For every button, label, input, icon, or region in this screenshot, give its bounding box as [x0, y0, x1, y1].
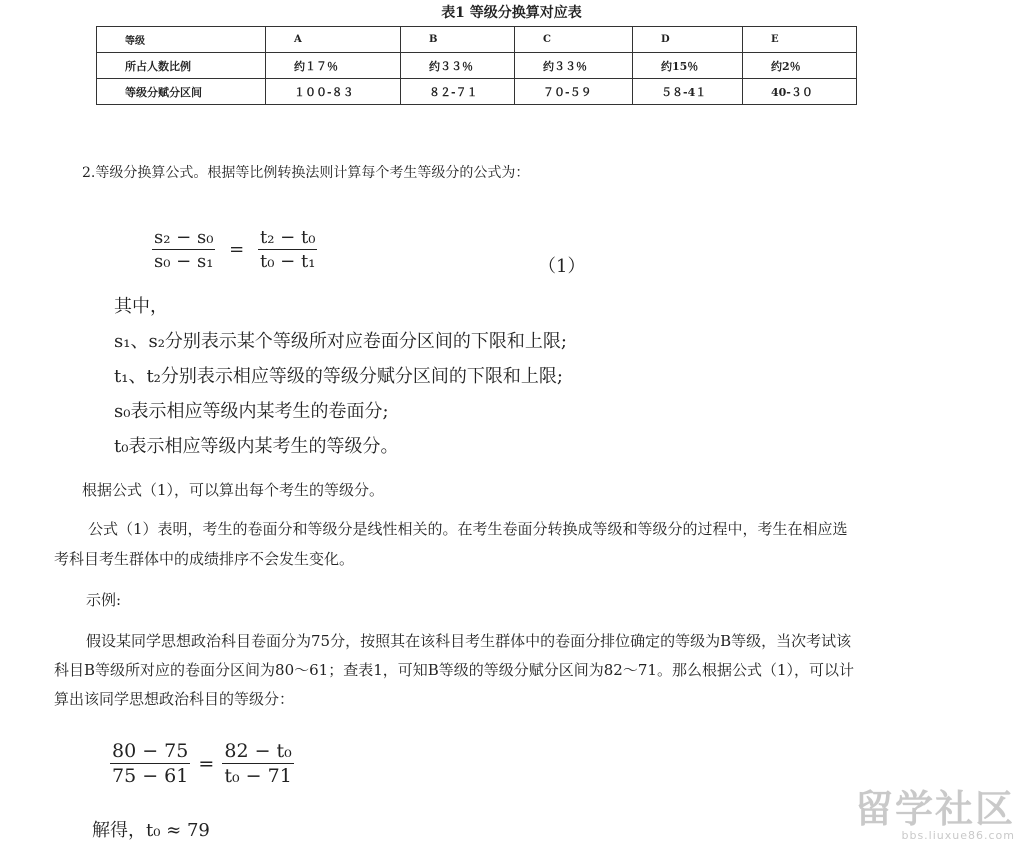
table-row: [97, 79, 857, 105]
fraction-denominator: 75 − 61: [112, 765, 189, 787]
table-cell: 所占人数比例: [97, 53, 266, 79]
equals-sign: =: [229, 239, 245, 260]
table-title: 表1 等级分换算对应表: [441, 5, 582, 21]
table-row: [97, 53, 857, 79]
table-cell: 约１７％: [266, 53, 401, 79]
paragraph-line: 考科目考生群体中的成绩排序不会发生变化。: [54, 550, 355, 568]
fraction-numerator: s₂ − s₀: [154, 227, 214, 248]
table-cell: E: [743, 27, 857, 53]
definition-line: t₀表示相应等级内某考生的等级分。: [114, 436, 399, 457]
lhs-fraction: [110, 740, 190, 787]
table-cell: B: [401, 27, 515, 53]
lhs-fraction: [152, 227, 215, 272]
section-heading: 2.等级分换算公式。根据等比例转换法则计算每个考生等级分的公式为：: [82, 165, 530, 181]
formula-number: （1）: [538, 256, 586, 277]
paragraph-line: 科目B等级所对应的卷面分区间为80～61；查表1，可知B等级的等级分赋分区间为82～71。那么根据公式（1），可以计: [54, 661, 854, 679]
example-label: 示例:: [86, 591, 122, 609]
table-cell: 等级: [97, 27, 266, 53]
definition-line: t₁、t₂分别表示相应等级的等级分赋分区间的下限和上限;: [114, 366, 563, 387]
table-cell: 40-３０: [743, 79, 857, 105]
table-cell: ５８-4１: [633, 79, 743, 105]
table-cell: ７０-５９: [515, 79, 633, 105]
fraction-numerator: 80 − 75: [112, 740, 189, 762]
fraction-denominator: t₀ − 71: [224, 765, 292, 787]
fraction-numerator: t₂ − t₀: [260, 227, 316, 248]
watermark-url: bbs.liuxue86.com: [901, 829, 1015, 842]
paragraph-line: 算出该同学思想政治科目的等级分：: [54, 690, 295, 708]
table-cell: １００-８３: [266, 79, 401, 105]
solution-line: 解得，t₀ ≈ 79: [92, 820, 210, 841]
watermark-logo: 留学社区: [854, 787, 1015, 831]
rhs-fraction: [258, 227, 317, 272]
example-formula: [110, 740, 294, 787]
paragraph: 根据公式（1），可以算出每个考生的等级分。: [82, 481, 385, 499]
where-label: 其中，: [114, 296, 168, 317]
paragraph-line: 假设某同学思想政治科目卷面分为75分，按照其在该科目考生群体中的卷面分排位确定的等级为B等级，当次考试该: [86, 632, 852, 650]
definition-line: s₀表示相应等级内某考生的卷面分;: [114, 401, 389, 422]
table-cell: 约15％: [633, 53, 743, 79]
table-row: [97, 27, 857, 53]
equals-sign: =: [198, 752, 215, 775]
grade-table: [96, 26, 857, 105]
table-cell: A: [266, 27, 401, 53]
conversion-formula: [152, 227, 317, 272]
table-cell: 约３３％: [515, 53, 633, 79]
definition-line: s₁、s₂分别表示某个等级所对应卷面分区间的下限和上限;: [114, 331, 567, 352]
table-cell: 等级分赋分区间: [97, 79, 266, 105]
rhs-fraction: [222, 740, 293, 787]
table-cell: 约2％: [743, 53, 857, 79]
fraction-numerator: 82 − t₀: [224, 740, 292, 762]
fraction-denominator: s₀ − s₁: [154, 251, 214, 272]
fraction-denominator: t₀ − t₁: [260, 251, 316, 272]
watermark: [855, 789, 1015, 842]
table-cell: C: [515, 27, 633, 53]
table-cell: D: [633, 27, 743, 53]
table-cell: 约３３％: [401, 53, 515, 79]
table-cell: ８２-７１: [401, 79, 515, 105]
paragraph-line: 公式（1）表明，考生的卷面分和等级分是线性相关的。在考生卷面分转换成等级和等级分的过程中，考生在相应选: [88, 520, 848, 538]
